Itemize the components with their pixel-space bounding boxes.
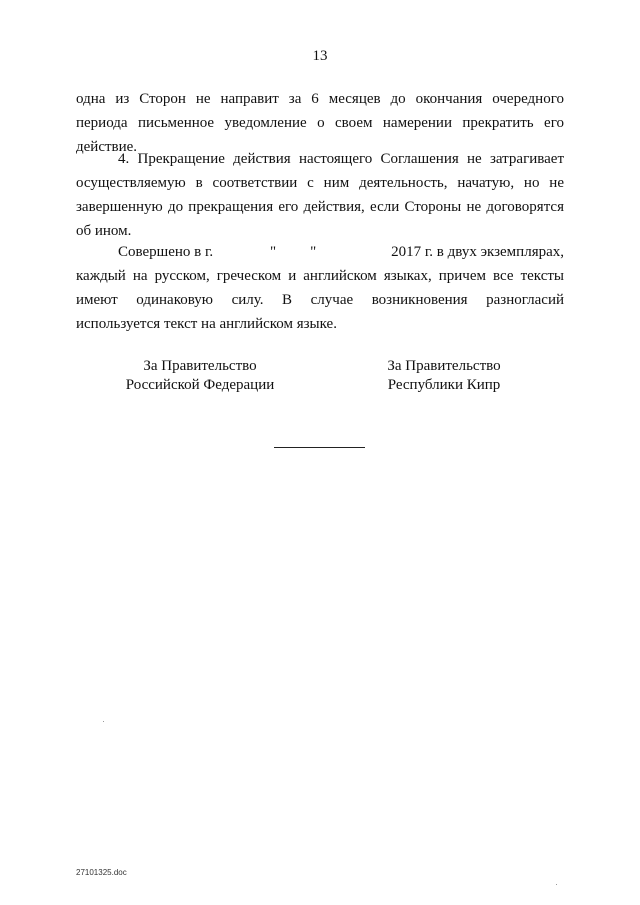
paragraph-line: имеют одинаковую силу. В случае возникновения разногласий xyxy=(76,292,564,308)
paragraph-line: периода письменное уведомление о своем намерении прекратить его xyxy=(76,115,564,131)
signature-party: Республики Кипр xyxy=(387,377,501,393)
scan-speck xyxy=(103,721,104,722)
paragraph-line: 4. Прекращение действия настоящего Соглашения не затрагивает xyxy=(118,151,564,167)
paragraph-line: одна из Сторон не направит за 6 месяцев до окончания очередного xyxy=(76,91,564,107)
signature-block-russia xyxy=(108,357,292,395)
done-at-start: Совершено в г. xyxy=(118,244,214,260)
date-quotes xyxy=(270,240,316,264)
paragraph-line: действие. xyxy=(76,139,138,155)
quote-open: " xyxy=(270,244,277,260)
end-rule-divider xyxy=(274,447,365,448)
paragraph-line: используется текст на английском языке. xyxy=(76,316,337,332)
signature-label: За Правительство xyxy=(387,358,501,374)
paragraph-done-at xyxy=(76,240,564,336)
paragraph-line: завершенную до прекращения его действия, если Стороны не договорятся xyxy=(76,199,564,215)
done-at-end: 2017 г. в двух экземплярах, xyxy=(391,244,564,260)
signature-label: За Правительство xyxy=(143,358,257,374)
paragraph-line: каждый на русском, греческом и английском языках, причем все тексты xyxy=(76,268,564,284)
signature-party: Российской Федерации xyxy=(125,377,275,393)
page-number: 13 xyxy=(312,48,328,64)
scan-speck xyxy=(556,884,557,885)
signature-block-cyprus xyxy=(368,357,520,395)
paragraph-line: об ином. xyxy=(76,223,132,239)
paragraph-line: осуществляемую в соответствии с ним деятельность, начатую, но не xyxy=(76,175,564,191)
done-at-line xyxy=(76,240,564,264)
paragraph-termination-effect xyxy=(76,147,564,243)
quote-close: " xyxy=(310,244,317,260)
footer-filename: 27101325.doc xyxy=(76,868,127,877)
